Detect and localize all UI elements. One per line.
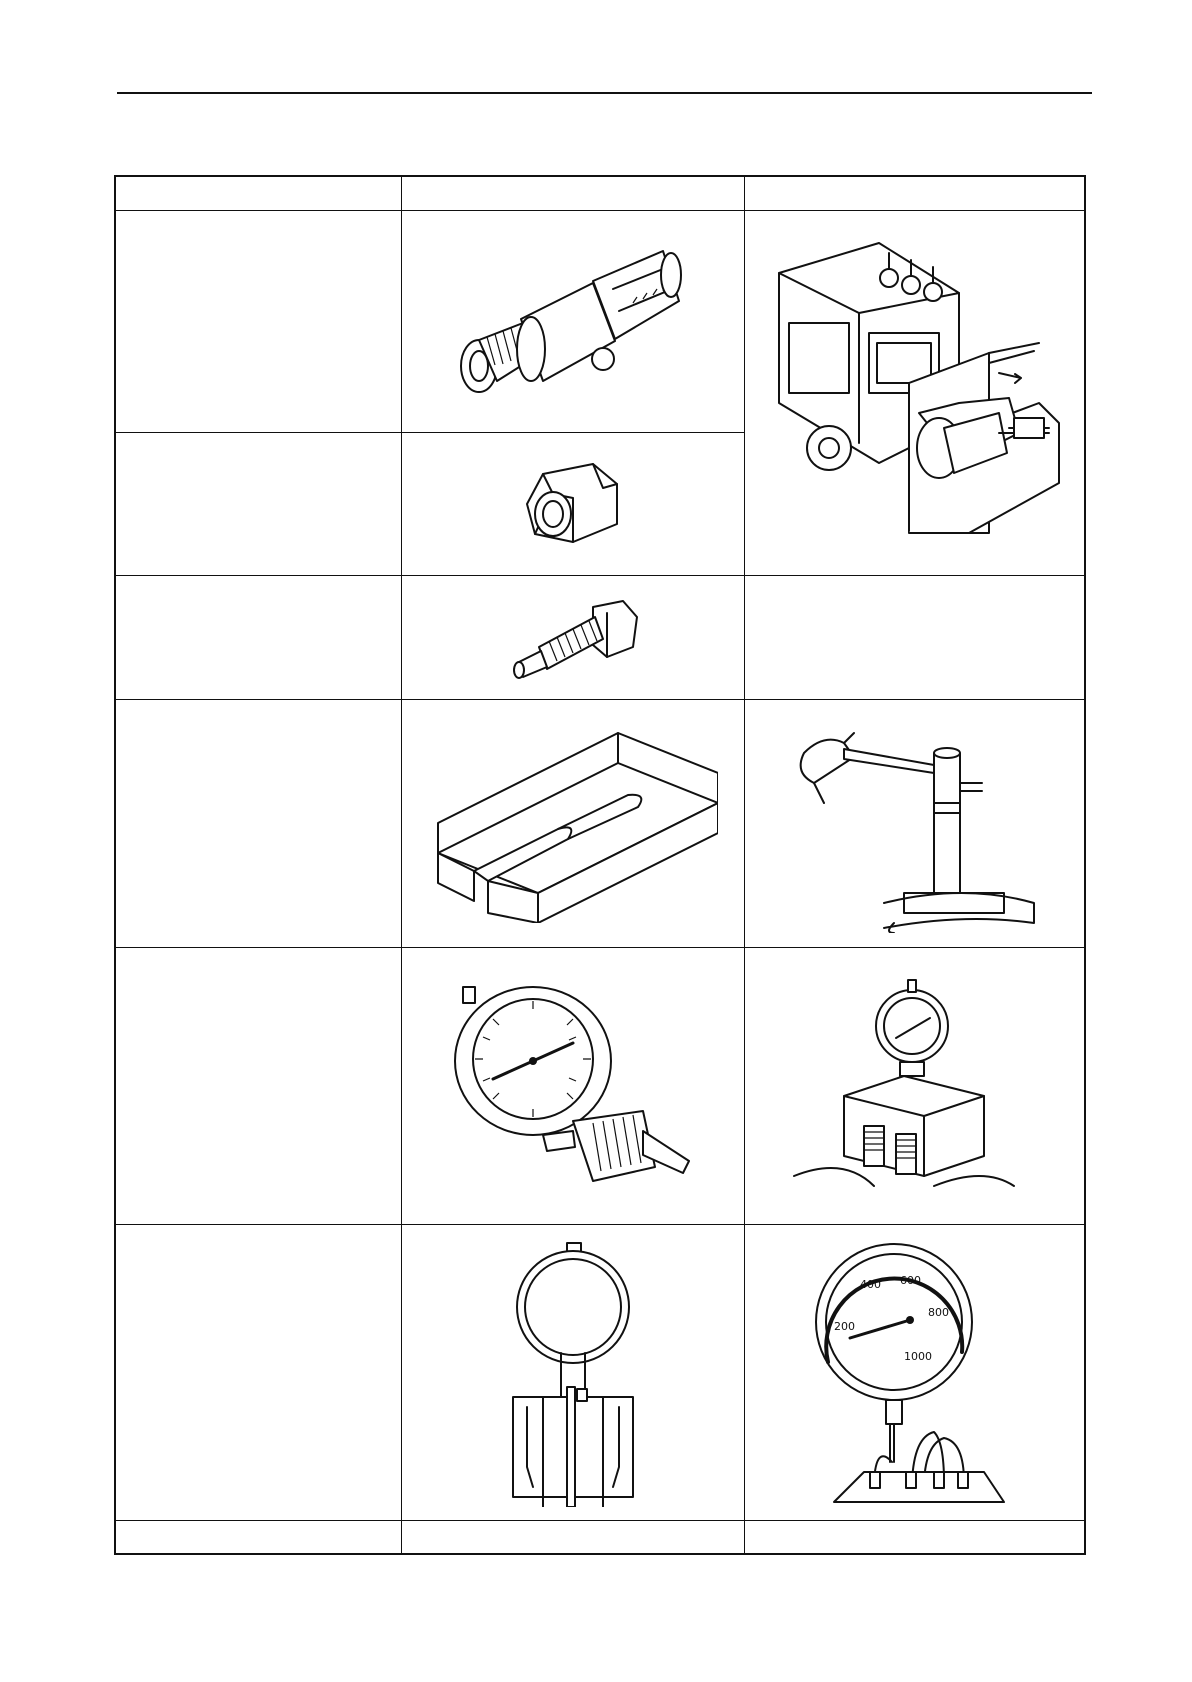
dial-gauge-adapter-icon xyxy=(401,947,744,1224)
injection-pump-coupling-tool-icon xyxy=(401,210,744,432)
pressure-gauge-on-lines-icon xyxy=(744,1224,1084,1520)
special-tools-table xyxy=(114,175,1086,1555)
gauge-label-200: 200 xyxy=(834,1320,855,1333)
gauge-label-600: 600 xyxy=(900,1274,921,1287)
slotted-holder-block-icon xyxy=(401,699,744,947)
footer-cell xyxy=(744,1520,1084,1553)
injection-pump-on-stand-icon xyxy=(744,210,1084,575)
footer-cell xyxy=(401,1520,744,1553)
dial-gauge-on-pump-icon xyxy=(744,947,1084,1224)
row-label xyxy=(116,699,401,947)
row-label xyxy=(116,947,401,1224)
header-cell xyxy=(401,177,744,210)
gauge-label-1000: 1000 xyxy=(904,1350,932,1363)
row-label xyxy=(116,210,401,432)
gauge-adapter-holder-icon xyxy=(401,1224,744,1520)
row-label xyxy=(116,1224,401,1520)
row-label xyxy=(116,575,401,699)
header-cell xyxy=(116,177,401,210)
gauge-label-800: 800 xyxy=(928,1306,949,1319)
gauge-label-400: 400 xyxy=(860,1278,881,1291)
hex-nut-adapter-icon xyxy=(401,432,744,575)
header-rule xyxy=(117,92,1092,94)
row-label xyxy=(116,432,401,575)
header-cell xyxy=(744,177,1084,210)
wrench-on-pump-shaft-icon xyxy=(744,699,1084,947)
bolt-pin-tool-icon xyxy=(401,575,744,699)
footer-cell xyxy=(116,1520,401,1553)
